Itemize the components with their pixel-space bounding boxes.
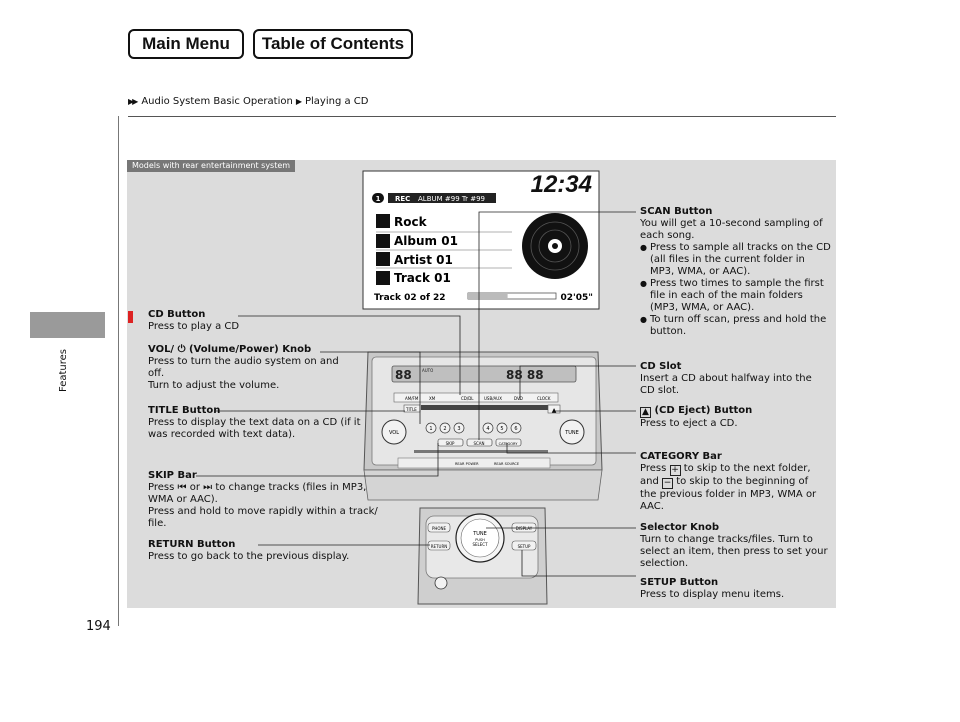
genre-icon [376,214,390,228]
screen-track: Track 02 of 22 [374,293,446,303]
svg-text:SKIP: SKIP [445,441,455,446]
svg-text:CATEGORY: CATEGORY [498,442,518,446]
callout-title: CD Button [148,309,206,320]
callout-setup-button: SETUP Button Press to display menu items. [640,577,785,600]
usb-aux-button[interactable]: USB/AUX [484,396,502,401]
svg-text:5: 5 [500,426,504,432]
breadcrumb-arrow-icon: ▶ [295,97,300,106]
svg-text:88: 88 [395,368,412,382]
callout-category-bar: CATEGORY Bar Press + to skip to the next folder, and − to skip to the beginning of the previous folder in MP3, WMA or AAC. [640,451,817,512]
breadcrumb-level1[interactable]: Audio System Basic Operation [141,96,293,107]
breadcrumb-level2[interactable]: Playing a CD [304,96,369,107]
list-item: ● Press to sample all tracks on the CD (all files in the current folder in MP3, WMA, or AAC). [640,242,836,278]
status-album: ALBUM #99 Tr #99 [418,195,485,203]
svg-text:DISPLAY: DISPLAY [515,526,533,531]
callout-cd-slot: CD Slot Insert a CD about halfway into the CD slot. [640,361,812,396]
list-item: Track 01 [394,271,451,285]
section-label: Features [58,349,69,392]
track-icon [376,271,390,285]
clock-button[interactable]: CLOCK [537,396,551,401]
amfm-button[interactable]: AM/FM [405,396,419,401]
cd-slot[interactable] [421,405,549,410]
selector-controller [418,508,547,604]
cd-artwork [522,213,588,279]
callout-skip-bar: SKIP Bar Press ⏮ or ⏭ to change tracks (files in MP3, WMA or AAC). Press and hold to move rapidly within a track/ file. [148,470,378,529]
callout-vol-knob: VOL/ ⏻ (Volume/Power) Knob Press to turn the audio system on and off. Turn to adjust the volume. [148,344,339,391]
cd-button[interactable]: CD/DL [461,396,474,401]
plus-icon: + [671,465,679,475]
audio-head-unit [364,352,602,500]
callout-title-button: TITLE Button Press to display the text data on a CD (if it was recorded with text data). [148,405,361,440]
rear-power-button[interactable]: REAR POWER [455,462,479,466]
breadcrumb-arrow-icon: ▶▶ [128,97,137,106]
dvd-button[interactable]: DVD [514,396,523,401]
svg-text:3: 3 [457,426,461,432]
vol-label: VOL [388,430,400,436]
table-of-contents-button[interactable]: Table of Contents [253,29,413,59]
screen-clock: 12:34 [530,171,592,198]
minus-icon: − [663,478,672,488]
red-marker [128,311,133,323]
svg-text:88 88: 88 88 [506,368,544,382]
svg-text:PUSH: PUSH [475,538,485,542]
eject-icon: ▲ [551,407,557,414]
skip-forward-icon: ⏭ [203,482,213,493]
display-screen [363,171,599,309]
callout-cd-eject: ▲ (CD Eject) Button Press to eject a CD. [640,405,753,429]
tune-label: TUNE [565,430,579,436]
power-icon: ⏻ [177,344,186,355]
svg-text:2: 2 [443,426,447,432]
progress-fill [468,293,508,299]
album-icon [376,234,390,248]
svg-text:SETUP: SETUP [517,544,531,549]
main-menu-button[interactable]: Main Menu [128,29,244,59]
panel-tag: Models with rear entertainment system [127,160,295,172]
svg-text:SELECT: SELECT [472,542,488,547]
callout-return-button: RETURN Button Press to go back to the previous display. [148,539,350,562]
list-item: Artist 01 [394,253,453,267]
svg-text:AUTO: AUTO [422,368,434,373]
callout-cd-button: CD Button Press to play a CD [148,309,240,332]
list-item: ● To turn off scan, press and hold the button. [640,314,836,338]
rear-source-button[interactable]: REAR SOURCE [494,462,520,466]
svg-text:RETURN: RETURN [430,544,448,549]
svg-text:TUNE: TUNE [473,531,487,537]
svg-text:1: 1 [429,426,433,432]
callout-scan-button: SCAN Button You will get a 10-second sampling of each song. ● Press to sample all tracks on the CD (all files in the current folder in MP3, WMA, or AAC). ● Press two times to sample the first file in each of the main folders (MP3, WMA, or AAC). ● To turn off scan, press and hold the button. [640,206,836,338]
artist-icon [376,252,390,266]
status-disc: 1 [375,195,381,203]
svg-text:4: 4 [486,426,490,432]
callout-selector-knob: Selector Knob Turn to change tracks/files. Turn to select an item, then press to set your selection. [640,522,828,569]
hazard-button[interactable] [435,577,447,589]
list-item: ● Press two times to sample the first file in each of the main folders (MP3, WMA, or AAC). [640,278,836,314]
list-item: Album 01 [394,234,458,248]
svg-text:SCAN: SCAN [473,441,485,446]
page-number: 194 [86,619,111,634]
xm-button[interactable]: XM [429,396,436,401]
svg-text:6: 6 [514,426,518,432]
status-rec: REC [395,195,411,203]
screen-time: 02'05" [560,293,593,303]
eject-icon: ▲ [640,407,651,418]
title-button[interactable]: TITLE [406,407,417,412]
svg-text:PHONE: PHONE [431,526,447,531]
skip-back-icon: ⏮ [177,482,187,493]
list-item: Rock [394,215,427,229]
